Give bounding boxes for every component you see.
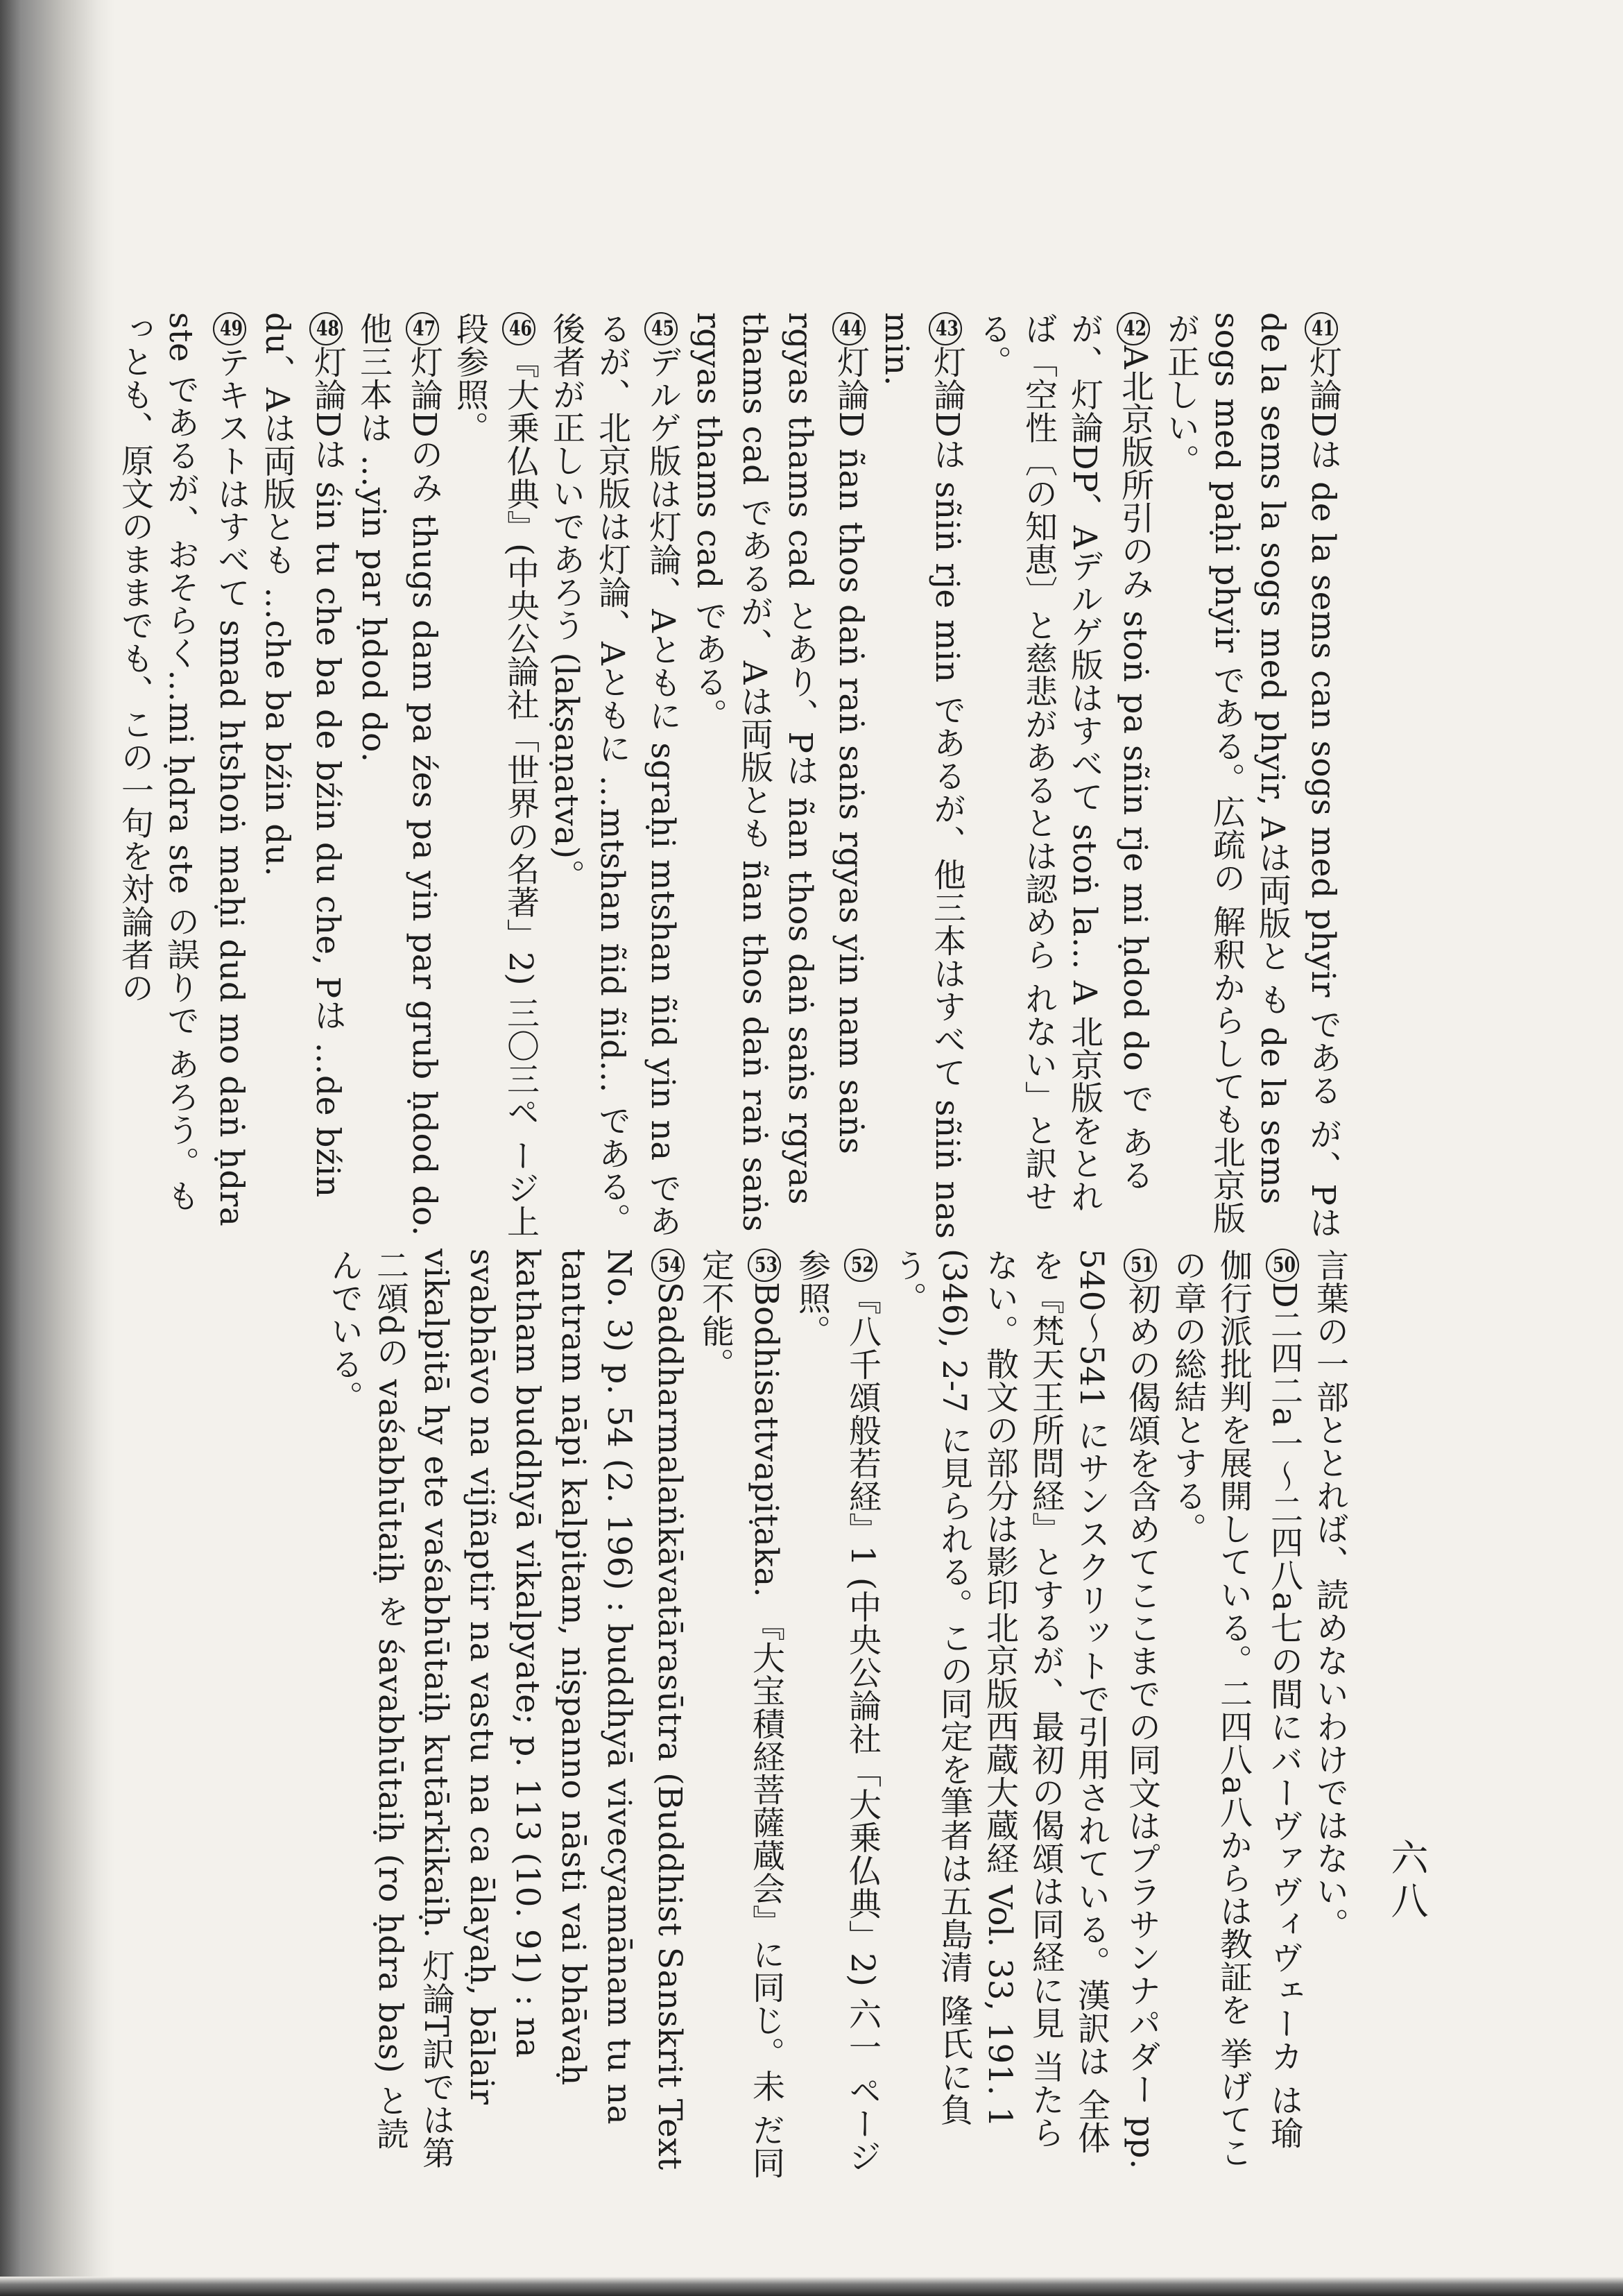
footnote [885,1249,1165,2182]
footnote-number: 42 [1117,312,1150,345]
footnote-number: 43 [929,312,962,345]
footnote-number: 45 [644,312,678,345]
footnote-number: 49 [213,312,246,345]
footnote-text: 灯論Dは sñiṅ rje min であるが、他三本はすべて sñiṅ nas min. [877,312,966,1240]
footnote [350,312,447,1242]
footnote-text: テキストはすべて smad htshoṅ maḥi dud mo daṅ ḥdra ste であるが、おそらく…mi ḥdra ste の誤りで あろう。もっとも、原文のままでも、この一句を対論者の [116,312,250,1227]
footnote-number: 50 [1266,1249,1299,1282]
footnote-text: 灯論D ñan thos daṅ raṅ saṅs rgyas yin nam saṅs rgyas thams cad とあり、Pは ñan thos daṅ saṅs rgyas thams cad であるが、Aは両版とも ñan thos daṅ raṅ saṅs rgyas thams cad である。 [689,312,870,1233]
footnote [1307,1249,1352,2182]
footnote-number: 52 [844,1249,877,1282]
page-number: 六八 [1385,1838,1429,1924]
footnote [685,312,873,1242]
footnote-text: Bodhisattvapiṭaka. 『大宝積経菩薩蔵会』に同じ。未 だ同定不能。 [696,1249,785,2179]
footnote [873,312,970,1242]
footnote-text: 『大乗仏典』(中央公論社「世界の名著」2) 三〇三ペ ージ上段参照。 [451,312,540,1238]
notes-column-lower [312,1249,1352,2182]
footnote-text: 灯論Dのみ thugs dam pa źes pa yin par grub ḥdod do. 他三本は …yin par ḥdod do. [354,312,443,1237]
footnote-number: 47 [406,312,439,345]
footnote-number: 44 [832,312,866,345]
page-bottom-edge [0,2277,1623,2296]
footnote [789,1249,885,2182]
footnote-number: 46 [502,312,535,345]
footnote-text: デルゲ版は灯論、Aともに sgraḥi mtshan ñid yin na であるが、北京版は灯論、Aともに …mtshan ñid ñid… である。後者が正しいであろう (lakṣaṇatva)。 [547,312,682,1238]
footnote-number: 53 [748,1249,781,1282]
footnote-text: 『八千頌般若経』1 (中央公論社「大乗仏典」2) 六一 ページ参照。 [793,1249,882,2173]
footnote [254,312,350,1242]
footnote-text: Saddharmalaṅkāvatārasūtra (Buddhist Sanskrit Text No. 3) p. 54 (2. 196) : buddhyā vivecyamānam tu na tantram nāpi kalpitam, niṣpanno nāsti vai bhāvaḥ katham buddhyā vikalpyate; p. 113 (10. 91) : na svabhāvo na vijñaptir na vastu na ca ālayaḥ, bālair vikalpitā hy ete vaśabhūtaiḥ kutārkikaiḥ. 灯論T訳では第二頌dの vaśabhūtaiḥ を śavabhūtaiḥ (ro ḥdra bas) と読んでいる。 [325,1249,689,2170]
footnote-number: 41 [1305,312,1338,345]
notes-column-upper [118,312,1346,1242]
footnote-text: 言葉の一部ととれば、読めないわけではない。 [1311,1249,1349,1941]
footnote-number: 48 [309,312,343,345]
footnote-text: D二四二a一～二四八a七の間にバーヴァヴィヴェーカ は瑜伽行派批判を展開している。二四八a八からは教証を 挙げてこの章の総結とする。 [1169,1249,1303,2169]
footnote [543,312,685,1242]
footnote-text: 灯論Dは de la sems can sogs med phyir である が、Pは de la sems la sogs med phyir, Aは両版と も de la sems sogs med paḥi phyir である。広疏の 解釈からしても北京版が正しい。 [1162,312,1342,1239]
footnote-number: 54 [651,1249,685,1282]
footnote-text: 灯論Dは śin tu che ba de bźin du che, Pは …de bźin du、Aは両版とも …che ba bźin du. [258,312,347,1198]
footnote [692,1249,789,2182]
footnote [1165,1249,1307,2182]
footnote [321,1249,692,2182]
footnote-text: 初めの偈頌を含めてここまでの同文はプラサンナパダー pp. 540～541 にサンスクリットで引用されている。漢訳は 全体を『梵天王所問経』とするが、最初の偈頌は同経に見 当たらない。散文の部分は影印北京版西蔵大蔵経 Vol. 33, 191. 1 (346), 2-7 に見られる。この同定を筆者は五島清 隆氏に負う。 [889,1249,1161,2170]
footnote-text: A北京版所引のみ stoṅ pa sñin rje mi ḥdod do で あるが、灯論DP、Aデルゲ版はすべて stoṅ la… A 北京版をとれば「空性〔の知恵〕と慈悲があるとは認めら れない」と訳せる。 [974,312,1154,1213]
footnote [970,312,1158,1242]
footnote [1158,312,1346,1242]
footnote [112,312,254,1242]
footnote [447,312,543,1242]
footnote-number: 51 [1124,1249,1157,1282]
page-binding-shadow [0,0,114,2296]
